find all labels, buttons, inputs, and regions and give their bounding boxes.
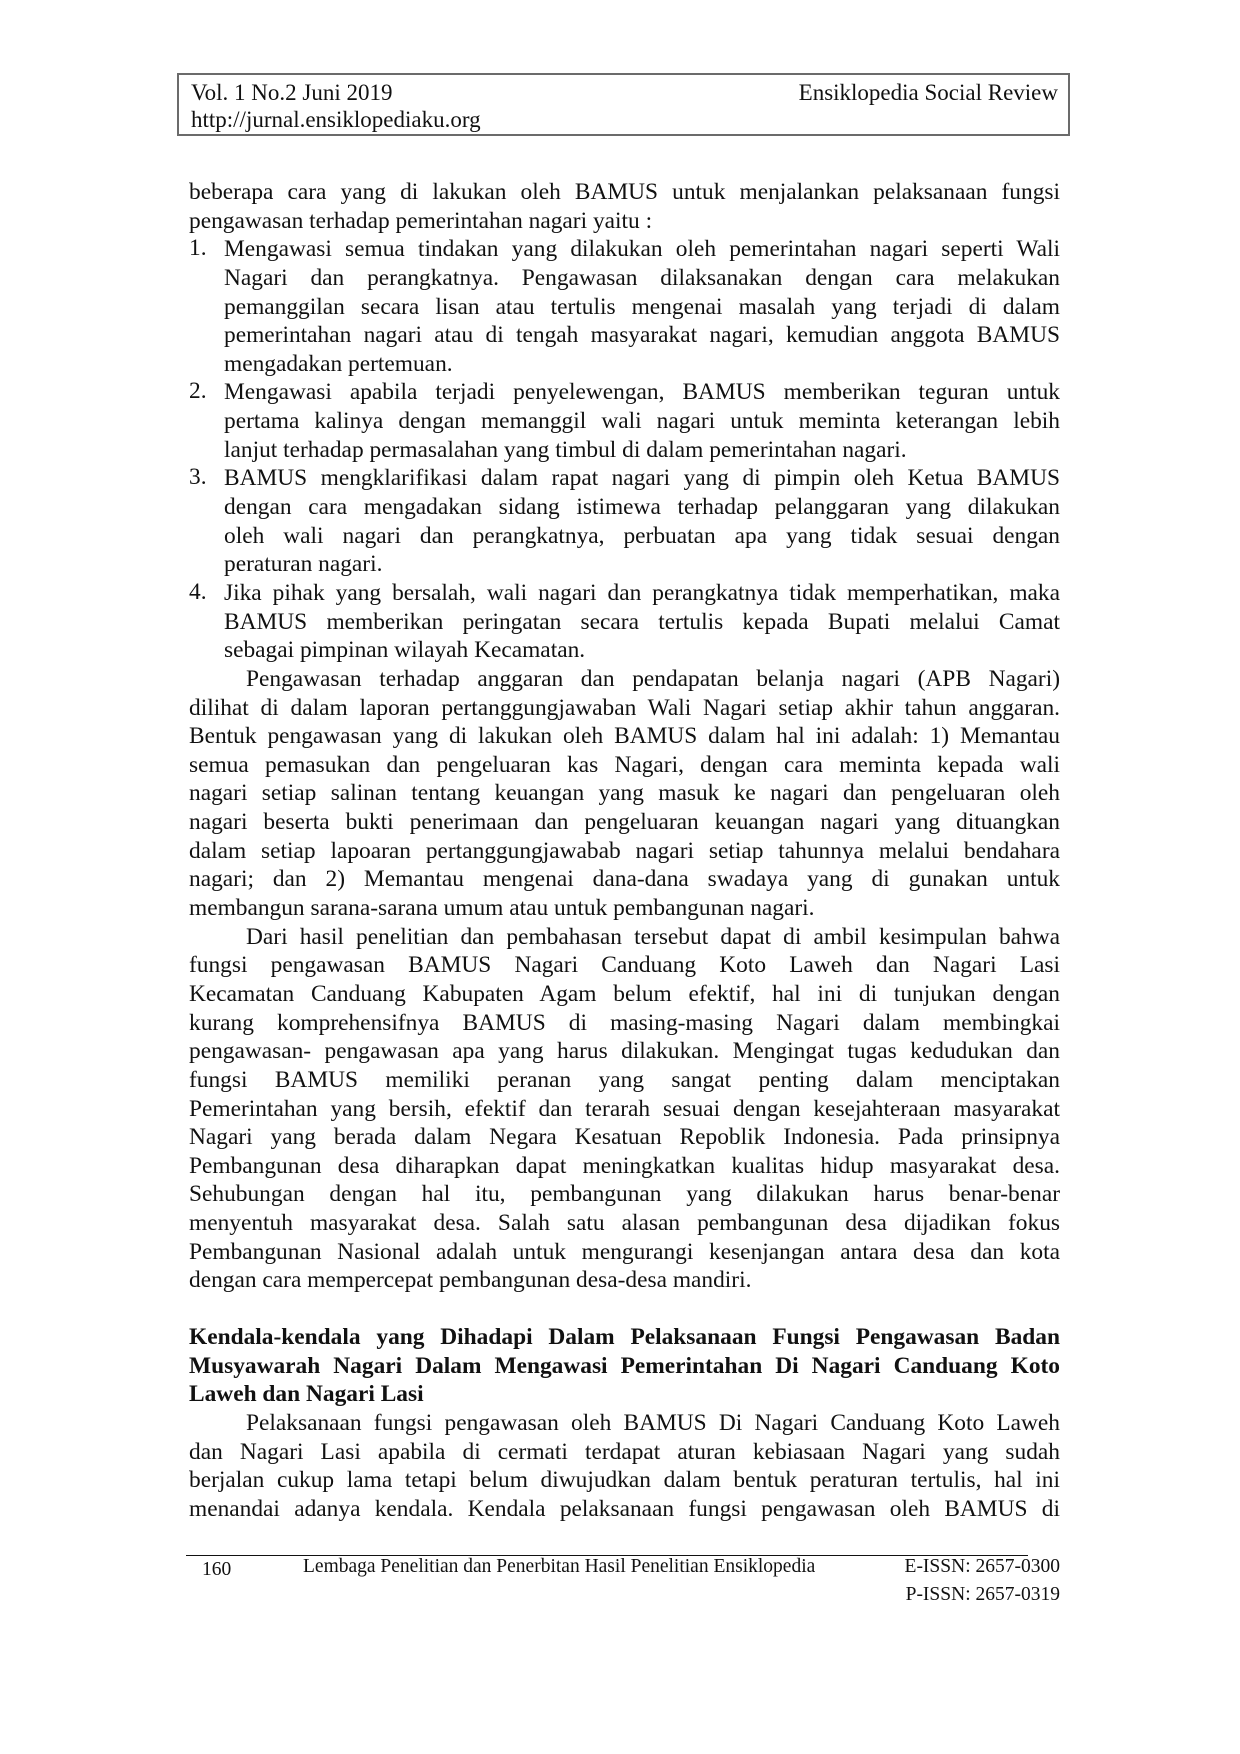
text-line: kurang komprehensifnya BAMUS di masing-masing Nagari dalam membingkai	[189, 1009, 1060, 1036]
text-line: nagari beserta bukti penerimaan dan pengeluaran keuangan nagari yang dituangkan	[189, 809, 1060, 836]
heading-line: Kendala-kendala yang Dihadapi Dalam Pelaksanaan Fungsi Pengawasan Badan	[189, 1323, 1060, 1350]
publisher-name: Lembaga Penelitian dan Penerbitan Hasil Penelitian Ensiklopedia	[303, 1556, 816, 1577]
text-line: menandai adanya kendala. Kendala pelaksanaan fungsi pengawasan oleh BAMUS di	[189, 1495, 1060, 1522]
text-line: Mengawasi semua tindakan yang dilakukan oleh pemerintahan nagari seperti Wali	[224, 236, 1060, 263]
text-line: Dari hasil penelitian dan pembahasan tersebut dapat di ambil kesimpulan bahwa	[246, 923, 1060, 950]
text-line: nagari; dan 2) Memantau mengenai dana-dana swadaya yang di gunakan untuk	[189, 866, 1060, 893]
list-number: 4.	[189, 578, 207, 605]
text-line: Pembangunan desa diharapkan dapat meningkatkan kualitas hidup masyarakat desa.	[189, 1152, 1060, 1179]
list-number: 3.	[189, 464, 207, 491]
text-line: Kecamatan Canduang Kabupaten Agam belum efektif, hal ini di tunjukan dengan	[189, 980, 1060, 1007]
paragraph-kendala	[189, 1409, 1060, 1524]
text-line: sebagai pimpinan wilayah Kecamatan.	[224, 637, 586, 664]
list-item	[189, 378, 1060, 464]
journal-url: http://jurnal.ensiklopediaku.org	[191, 107, 481, 132]
body-text	[189, 178, 1060, 1523]
text-line: pengawasan- pengawasan apa yang harus dilakukan. Mengingat tugas kedudukan dan	[189, 1038, 1060, 1065]
text-line: pertama kalinya dengan memanggil wali nagari untuk meminta keterangan lebih	[224, 408, 1060, 435]
text-line: Pemerintahan yang bersih, efektif dan terarah sesuai dengan kesejahteraan masyarakat	[189, 1095, 1060, 1122]
text-line: semua pemasukan dan pengeluaran kas Nagari, dengan cara meminta kepada wali	[189, 751, 1060, 778]
text-line: menyentuh masyarakat desa. Salah satu alasan pembangunan desa dijadikan fokus	[189, 1210, 1060, 1237]
text-line: nagari setiap salinan tentang keuangan yang masuk ke nagari dan pengeluaran oleh	[189, 780, 1060, 807]
text-line: fungsi pengawasan BAMUS Nagari Canduang Koto Laweh dan Nagari Lasi	[189, 952, 1060, 979]
list-item	[189, 579, 1060, 665]
text-line: peraturan nagari.	[224, 551, 383, 578]
text-line: fungsi BAMUS memiliki peranan yang sangat penting dalam menciptakan	[189, 1066, 1060, 1093]
text-line: mengadakan pertemuan.	[224, 350, 453, 377]
text-line: Jika pihak yang bersalah, wali nagari dan perangkatnya tidak memperhatikan, maka	[224, 579, 1060, 606]
text-line: pemanggilan secara lisan atau tertulis mengenai masalah yang terjadi di dalam	[224, 293, 1060, 320]
text-line: dengan cara mengadakan sidang istimewa terhadap pelanggaran yang dilakukan	[224, 494, 1060, 521]
text-line: dalam setiap lapoaran pertanggungjawabab nagari setiap tahunnya melalui bendahara	[189, 837, 1060, 864]
section-heading	[189, 1323, 1060, 1409]
paragraph-apb	[189, 665, 1060, 923]
text-line: berjalan cukup lama tetapi belum diwujudkan dalam bentuk peraturan tertulis, hal ini	[189, 1467, 1060, 1494]
text-line: Pengawasan terhadap anggaran dan pendapatan belanja nagari (APB Nagari)	[246, 665, 1060, 692]
e-issn: E-ISSN: 2657-0300	[904, 1556, 1060, 1577]
text-line: dilihat di dalam laporan pertanggungjawaban Wali Nagari setiap akhir tahun anggaran.	[189, 694, 1060, 721]
text-line: Pelaksanaan fungsi pengawasan oleh BAMUS Di Nagari Canduang Koto Laweh	[246, 1409, 1060, 1436]
text-line: dan Nagari Lasi apabila di cermati terdapat aturan kebiasaan Nagari yang sudah	[189, 1438, 1060, 1465]
section-spacer	[189, 1295, 1060, 1323]
page-number: 160	[202, 1559, 232, 1580]
text-line: Bentuk pengawasan yang di lakukan oleh BAMUS dalam hal ini adalah: 1) Memantau	[189, 723, 1060, 750]
text-line: pemerintahan nagari atau di tengah masyarakat nagari, kemudian anggota BAMUS	[224, 322, 1060, 349]
list-item	[189, 235, 1060, 378]
list-item	[189, 464, 1060, 579]
numbered-list	[189, 235, 1060, 665]
text-line: beberapa cara yang di lakukan oleh BAMUS untuk menjalankan pelaksanaan fungsi	[189, 179, 1060, 205]
text-line: BAMUS mengklarifikasi dalam rapat nagari yang di pimpin oleh Ketua BAMUS	[224, 465, 1060, 492]
text-line: oleh wali nagari dan perangkatnya, perbuatan apa yang tidak sesuai dengan	[224, 522, 1060, 549]
p-issn: P-ISSN: 2657-0319	[905, 1584, 1060, 1605]
text-line: pengawasan terhadap pemerintahan nagari yaitu :	[189, 207, 653, 234]
list-number: 1.	[189, 235, 207, 262]
heading-line: Laweh dan Nagari Lasi	[189, 1381, 424, 1408]
journal-title: Ensiklopedia Social Review	[798, 80, 1058, 105]
text-line: dengan cara mempercepat pembangunan desa-desa mandiri.	[189, 1267, 752, 1294]
paragraph-conclusion	[189, 923, 1060, 1295]
text-line: Pembangunan Nasional adalah untuk mengurangi kesenjangan antara desa dan kota	[189, 1238, 1060, 1265]
list-number: 2.	[189, 378, 207, 405]
text-line: Nagari yang berada dalam Negara Kesatuan Repoblik Indonesia. Pada prinsipnya	[189, 1124, 1060, 1151]
text-line: BAMUS memberikan peringatan secara tertulis kepada Bupati melalui Camat	[224, 608, 1060, 635]
heading-line: Musyawarah Nagari Dalam Mengawasi Pemerintahan Di Nagari Canduang Koto	[189, 1352, 1060, 1379]
text-line: Mengawasi apabila terjadi penyelewengan, BAMUS memberikan teguran untuk	[224, 379, 1060, 406]
text-line: Nagari dan perangkatnya. Pengawasan dilaksanakan dengan cara melakukan	[224, 264, 1060, 291]
text-line: lanjut terhadap permasalahan yang timbul di dalam pemerintahan nagari.	[224, 436, 907, 463]
running-header	[177, 73, 1070, 136]
intro-paragraph	[189, 178, 1060, 235]
volume-issue: Vol. 1 No.2 Juni 2019	[191, 80, 393, 105]
text-line: membangun sarana-sarana umum atau untuk pembangunan nagari.	[189, 895, 815, 922]
text-line: Sehubungan dengan hal itu, pembangunan yang dilakukan harus benar-benar	[189, 1181, 1060, 1208]
